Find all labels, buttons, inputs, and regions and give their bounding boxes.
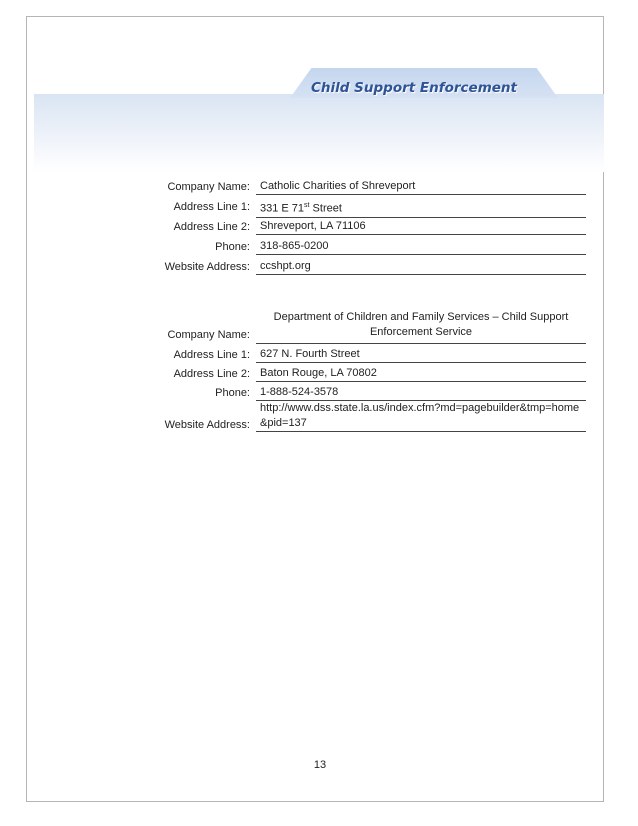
phone-value: 1-888-524-3578 <box>256 384 586 401</box>
company-name-value: Catholic Charities of Shreveport <box>256 178 586 195</box>
company-name-label: Company Name: <box>167 329 250 341</box>
page-number: 13 <box>313 759 327 771</box>
address-line-1-value: 331 E 71st Street <box>256 198 586 218</box>
phone-value: 318-865-0200 <box>256 238 586 255</box>
header-band <box>34 94 604 172</box>
phone-label: Phone: <box>215 241 250 253</box>
company-name-value: Department of Children and Family Services – Child Support Enforcement Service <box>256 310 586 344</box>
address-line-2-label: Address Line 2: <box>173 221 250 233</box>
website-label: Website Address: <box>164 261 250 273</box>
address-line-2-value: Baton Rouge, LA 70802 <box>256 365 586 382</box>
address-line-1-label: Address Line 1: <box>173 201 250 213</box>
page-title: Child Support Enforcement <box>311 80 517 96</box>
address-line-2-label: Address Line 2: <box>173 368 250 380</box>
address-line-1-label: Address Line 1: <box>173 349 250 361</box>
address-line-1-value: 627 N. Fourth Street <box>256 346 586 363</box>
phone-label: Phone: <box>215 387 250 399</box>
website-value: ccshpt.org <box>256 258 586 275</box>
company-name-label: Company Name: <box>167 181 250 193</box>
website-label: Website Address: <box>164 419 250 431</box>
website-value: http://www.dss.state.la.us/index.cfm?md=pagebuilder&tmp=home&pid=137 <box>256 401 586 432</box>
address-line-2-value: Shreveport, LA 71106 <box>256 218 586 235</box>
